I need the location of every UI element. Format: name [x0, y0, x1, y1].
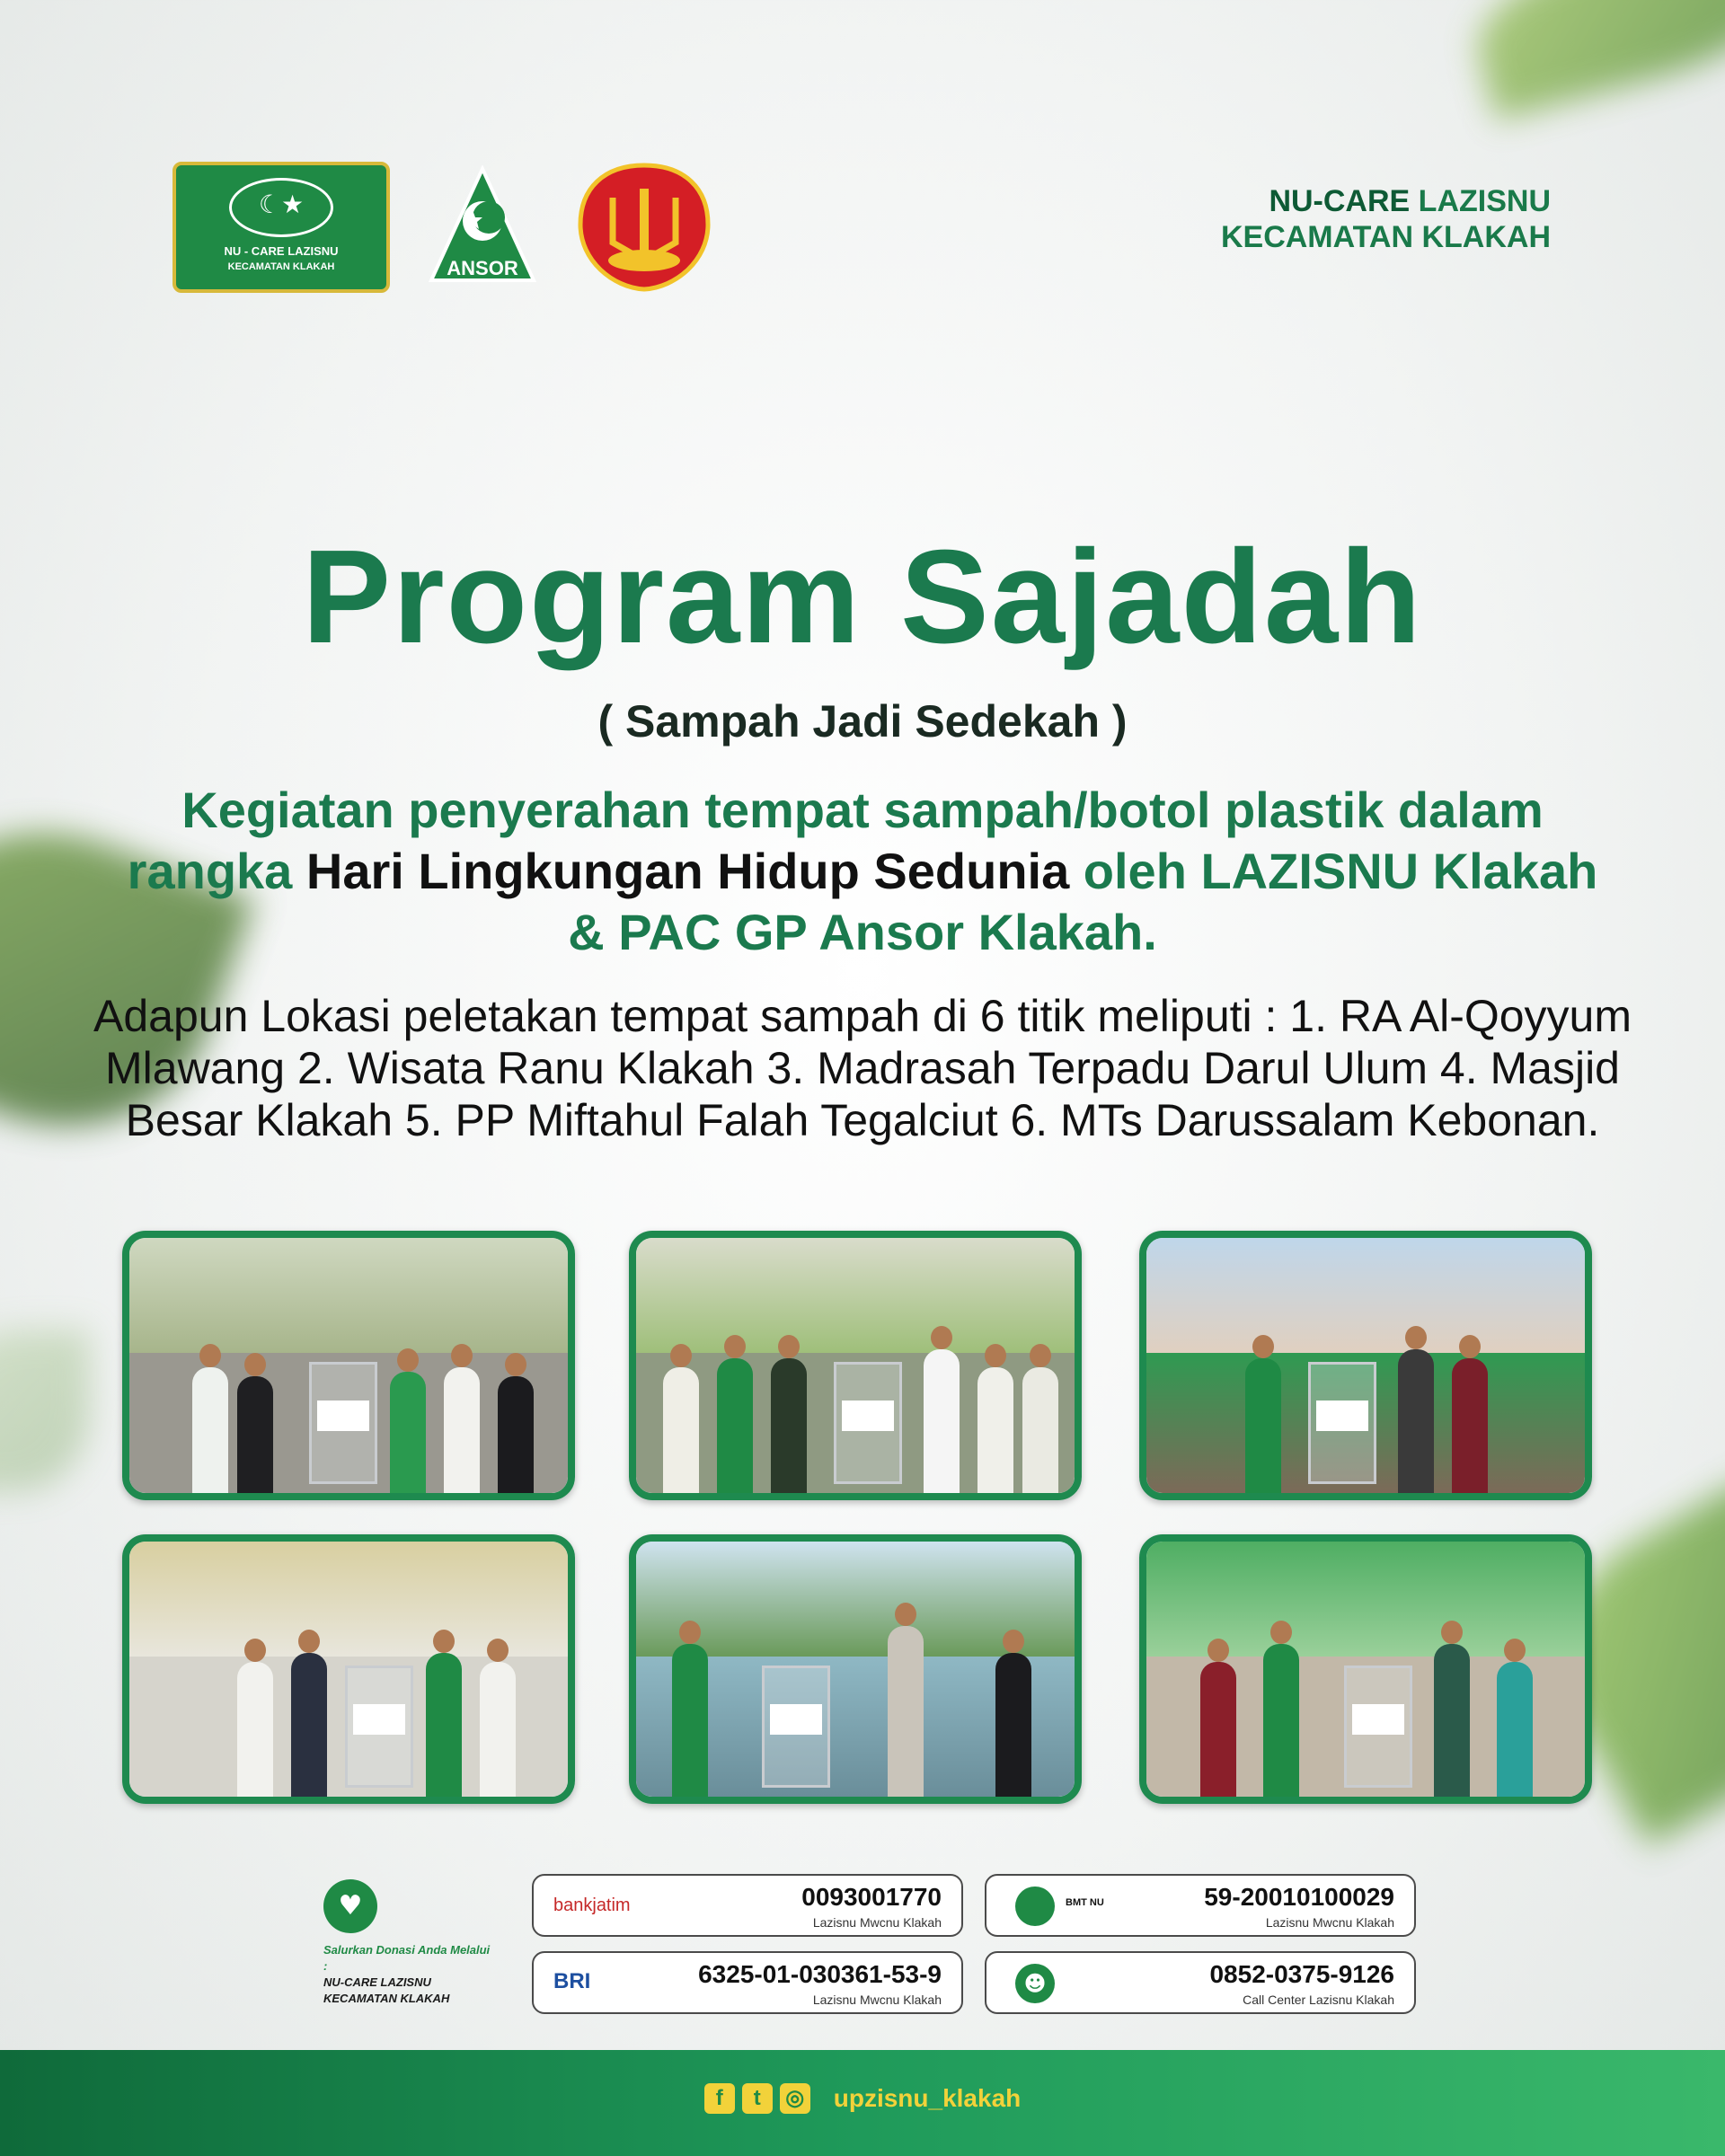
bin-label [842, 1401, 894, 1431]
person [1263, 1644, 1299, 1797]
person [192, 1367, 228, 1493]
trash-bin [762, 1666, 830, 1788]
trash-bin [345, 1666, 413, 1788]
org-line1-a: NU-CARE [1269, 184, 1411, 218]
nu-care-logo [172, 162, 390, 293]
social-links [0, 2082, 1725, 2114]
person [888, 1626, 924, 1797]
banser-logo [577, 162, 712, 293]
logo-nu-line1: NU - CARE LAZISNU [224, 244, 339, 258]
person [995, 1653, 1031, 1797]
bin-label [1352, 1704, 1404, 1735]
page-subtitle: ( Sampah Jadi Sedekah ) [597, 696, 1128, 747]
bri-logo: BRI [553, 1969, 591, 1993]
donation-prompt: Salurkan Donasi Anda Melalui : [323, 1943, 491, 1973]
org-line1-b: LAZISNU [1418, 184, 1551, 218]
photo-background [129, 1238, 568, 1353]
account-holder: Call Center Lazisnu Klakah [1243, 1993, 1394, 2007]
facebook-icon[interactable]: f [704, 2083, 735, 2114]
nu-globe-icon: ☾★ [229, 178, 333, 237]
person [1452, 1358, 1488, 1493]
person [1200, 1662, 1236, 1797]
instagram-icon[interactable]: ◎ [780, 2083, 810, 2114]
leaf-decoration [1462, 0, 1725, 120]
photo-5 [629, 1534, 1082, 1804]
person [444, 1367, 480, 1493]
person [498, 1376, 534, 1493]
person [978, 1367, 1013, 1493]
account-bmtnu [985, 1874, 1416, 1937]
photo-4 [122, 1534, 575, 1804]
photo-background [636, 1238, 1075, 1353]
person [672, 1644, 708, 1797]
person [291, 1653, 327, 1797]
person [1497, 1662, 1533, 1797]
account-holder: Lazisnu Mwcnu Klakah [1265, 1915, 1394, 1930]
headline [126, 780, 1599, 963]
headline-part-a: Kegiatan penyerahan tempat sampah/botol plastik dalam rangka [127, 782, 1544, 899]
logo-nu-line2: KECAMATAN KLAKAH [227, 261, 335, 272]
footer-bar [0, 2050, 1725, 2156]
leaf-decoration [0, 1330, 90, 1491]
person [1245, 1358, 1281, 1493]
trash-bin [1344, 1666, 1412, 1788]
bmt-nu-logo-icon [1015, 1886, 1055, 1926]
bin-label [770, 1704, 822, 1735]
photo-1 [122, 1231, 575, 1500]
account-holder: Lazisnu Mwcnu Klakah [812, 1993, 942, 2007]
ansor-logo-text: ANSOR [447, 257, 518, 279]
photo-6 [1139, 1534, 1592, 1804]
account-number: 0093001770 [801, 1883, 942, 1911]
person [663, 1367, 699, 1493]
donation-org: NU-CARE LAZISNU KECAMATAN KLAKAH [323, 1975, 450, 2005]
social-handle[interactable]: upzisnu_klakah [833, 2083, 1022, 2112]
ansor-logo [428, 165, 537, 291]
org-line2: KECAMATAN KLAKAH [1220, 220, 1551, 254]
donation-info [323, 1942, 494, 2007]
person [717, 1358, 753, 1493]
headline-part-b: Hari Lingkungan Hidup Sedunia [305, 843, 1070, 899]
account-bankjatim [532, 1874, 963, 1937]
person [1022, 1367, 1058, 1493]
account-number: 6325-01-030361-53-9 [698, 1960, 942, 1988]
photo-background [1146, 1238, 1585, 1353]
person [1434, 1644, 1470, 1797]
person [924, 1349, 960, 1493]
bin-label [317, 1401, 369, 1431]
photo-3 [1139, 1231, 1592, 1500]
bankjatim-logo: bankjatim [553, 1895, 631, 1915]
person [1398, 1349, 1434, 1493]
person [237, 1376, 273, 1493]
user-icon: ☻ [1015, 1964, 1055, 2003]
headline-part-c: oleh LAZISNU Klakah & PAC GP Ansor Klakah. [568, 843, 1598, 960]
trash-bin [834, 1362, 902, 1484]
locations-text: Adapun Lokasi peletakan tempat sampah di 6 titik meliputi : 1. RA Al-Qoyyum Mlawang 2. Wisata Ranu Klakah 3. Madrasah Terpadu Darul Ulum 4. Masjid Besar Klakah 5. PP Miftahul Falah Tegalciut 6. MTs Darussalam Kebonan. [93, 991, 1632, 1145]
org-name [1221, 183, 1551, 255]
person [771, 1358, 807, 1493]
phone-number: 0852-0375-9126 [1209, 1960, 1394, 1988]
twitter-icon[interactable]: t [742, 2083, 773, 2114]
person [426, 1653, 462, 1797]
account-call-center [985, 1951, 1416, 2014]
trash-bin [1308, 1362, 1376, 1484]
photo-2 [629, 1231, 1082, 1500]
bin-label [1316, 1401, 1368, 1431]
bmt-nu-label: BMT NU [1066, 1897, 1104, 1908]
trash-bin [309, 1362, 377, 1484]
donation-heart-icon: ♥ [323, 1879, 377, 1933]
account-bri [532, 1951, 963, 2014]
bin-label [353, 1704, 405, 1735]
account-holder: Lazisnu Mwcnu Klakah [812, 1915, 942, 1930]
person [480, 1662, 516, 1797]
person [237, 1662, 273, 1797]
page-title: Program Sajadah [302, 523, 1423, 671]
account-number: 59-20010100029 [1204, 1883, 1394, 1911]
person [390, 1372, 426, 1493]
